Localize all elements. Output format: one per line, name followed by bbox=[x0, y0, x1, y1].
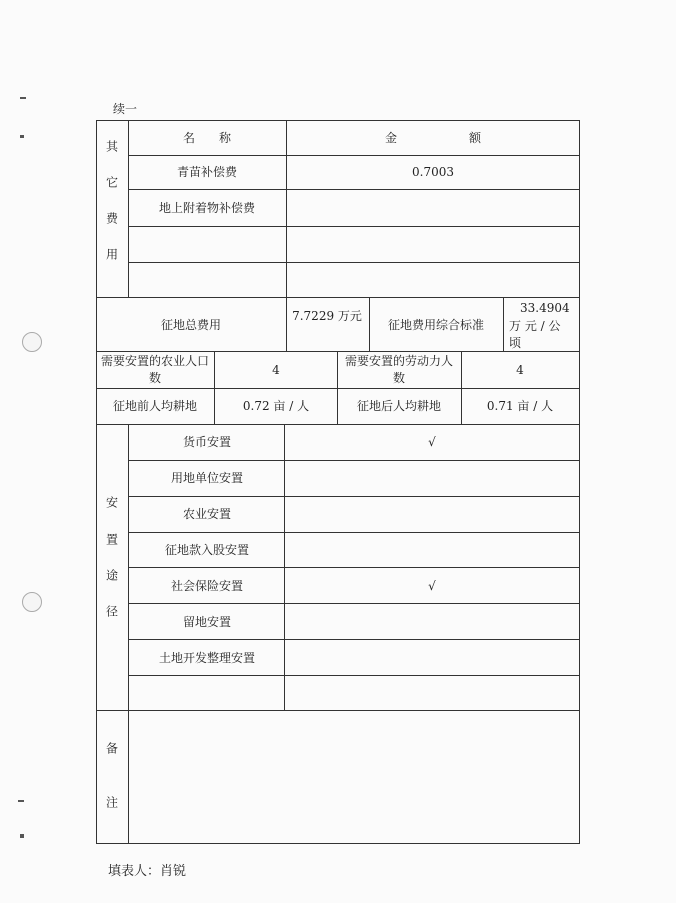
arable-before-value: 0.72 亩 / 人 bbox=[242, 399, 310, 413]
labor-population-label-line2: 数 bbox=[392, 371, 406, 385]
farm-population-value: 4 bbox=[272, 363, 280, 377]
resettlement-title-char: 途 bbox=[105, 568, 119, 583]
arable-after-label: 征地后人均耕地 bbox=[356, 399, 442, 413]
resettlement-title-char: 径 bbox=[105, 604, 119, 619]
farm-population-label-line1: 需要安置的农业人口 bbox=[100, 354, 210, 368]
resettlement-method: 货币安置 bbox=[182, 435, 232, 449]
check-mark: √ bbox=[428, 435, 436, 449]
arable-after-value: 0.71 亩 / 人 bbox=[486, 399, 554, 413]
fee-amount: 0.7003 bbox=[412, 165, 454, 179]
binder-hole bbox=[22, 332, 42, 352]
scan-speck bbox=[18, 800, 24, 802]
resettlement-method: 用地单位安置 bbox=[170, 471, 244, 485]
column-header-amount: 金 额 bbox=[384, 131, 482, 145]
total-fee-label: 征地总费用 bbox=[160, 318, 222, 332]
scan-speck bbox=[20, 97, 26, 99]
resettlement-title-char: 置 bbox=[105, 532, 119, 547]
standard-fee-label: 征地费用综合标准 bbox=[387, 318, 485, 332]
other-fees-title-char: 其 bbox=[105, 139, 119, 154]
resettlement-method: 社会保险安置 bbox=[170, 579, 244, 593]
form-filler: 填表人：肖锐 bbox=[108, 864, 187, 879]
labor-population-label-line1: 需要安置的劳动力人 bbox=[344, 354, 454, 368]
standard-fee-value-line3: 顷 bbox=[509, 336, 522, 350]
other-fees-title-char: 费 bbox=[105, 211, 119, 226]
remarks-title-char: 备 bbox=[105, 741, 119, 756]
continued-label: 续一 bbox=[113, 102, 138, 116]
fee-name: 青苗补偿费 bbox=[176, 165, 238, 179]
resettlement-method: 征地款入股安置 bbox=[164, 543, 250, 557]
fee-name: 地上附着物补偿费 bbox=[158, 201, 256, 215]
other-fees-title-char: 用 bbox=[105, 247, 119, 262]
total-fee-value: 7.7229 万元 bbox=[292, 309, 362, 323]
column-header-name: 名 称 bbox=[182, 131, 232, 145]
other-fees-title-char: 它 bbox=[105, 175, 119, 190]
resettlement-title-char: 安 bbox=[105, 495, 119, 510]
check-mark: √ bbox=[428, 579, 436, 593]
scan-speck bbox=[20, 135, 24, 138]
standard-fee-value-line2: 万 元 / 公 bbox=[509, 319, 561, 333]
resettlement-method: 留地安置 bbox=[182, 615, 232, 629]
farm-population-label-line2: 数 bbox=[148, 371, 162, 385]
resettlement-method: 土地开发整理安置 bbox=[158, 651, 256, 665]
remarks-title-char: 注 bbox=[105, 795, 119, 810]
resettlement-method: 农业安置 bbox=[182, 507, 232, 521]
binder-hole bbox=[22, 592, 42, 612]
standard-fee-value-line1: 33.4904 bbox=[520, 301, 570, 315]
arable-before-label: 征地前人均耕地 bbox=[112, 399, 198, 413]
remarks-content-area bbox=[129, 711, 579, 843]
scan-speck bbox=[20, 834, 24, 838]
labor-population-value: 4 bbox=[516, 363, 524, 377]
